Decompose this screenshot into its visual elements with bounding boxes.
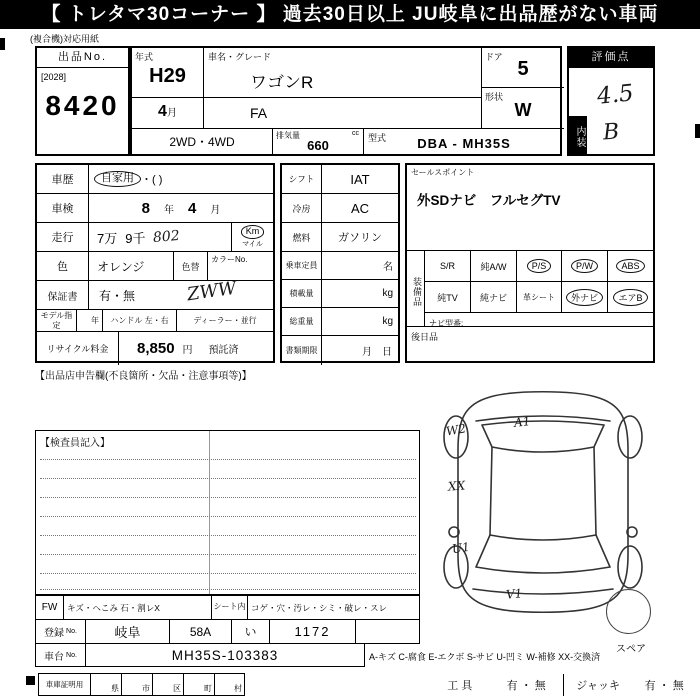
recycle-unit: 円 [182, 345, 193, 356]
weight-label: 総重量 [282, 308, 322, 335]
docs-row [282, 336, 398, 365]
weight-row [282, 308, 398, 336]
damage-legend: A-キズ C-腐食 E-エクボ S-サビ U-凹ミ W-補修 XX-交換済 [369, 652, 601, 662]
garage-cell-cho: 町 [184, 674, 215, 695]
ruled-line [40, 573, 416, 574]
mileage-handwritten: 802 [152, 227, 181, 247]
equip-alloy: 純A/W [480, 261, 507, 272]
garage-cell-ku: 区 [153, 674, 184, 695]
plate-class: 58A [170, 620, 232, 643]
year-cell [132, 48, 204, 128]
equip-leather: 革シート [523, 293, 555, 302]
divider [204, 97, 481, 98]
registration-label-cell [36, 620, 86, 643]
registration-row [35, 619, 420, 644]
recycle-label: リサイクル料金 [37, 332, 119, 365]
vehicle-header-table [130, 46, 562, 156]
equipment-label: 装備品 [407, 250, 425, 326]
model-code-value: DBA - MH35S [417, 136, 511, 151]
mileage-unit-cell [231, 223, 273, 251]
seat-value: コゲ・穴・汚レ・シミ・破レ・スレ [251, 602, 388, 613]
chassis-label-cell [36, 644, 86, 666]
recycle-value-cell [119, 332, 273, 365]
paper-note: (複合機)対応用紙 [30, 34, 99, 44]
sales-point-label: セールスポイント [411, 168, 475, 177]
car-name-value: ワゴンR [250, 73, 314, 92]
declaration-label: 【出品店申告欄(不良箇所・欠品・注意事項等)】 [35, 371, 252, 382]
damage-mark: U1 [451, 539, 471, 557]
tools-label: 工 具 [447, 680, 473, 692]
model-code-cell [364, 129, 564, 155]
car-diagram-area [418, 385, 668, 623]
spec-table [280, 163, 400, 363]
ac-label: 冷房 [282, 194, 322, 222]
first-reg-month: 4月 [158, 103, 177, 120]
registration-label: 登録 [44, 628, 65, 639]
score-box [567, 46, 655, 156]
handle-label: ハンドル 左・右 [103, 310, 177, 331]
history-value: 自家用 [94, 171, 141, 187]
recycle-row [37, 332, 273, 365]
empty-cell [356, 620, 419, 643]
color-no-cell [207, 252, 273, 280]
ruled-line [40, 589, 416, 590]
jack-label: ジャッキ [576, 680, 621, 692]
mileage-label: 走行 [37, 223, 89, 251]
docs-label: 書類期限 [282, 336, 322, 365]
print-mark [695, 124, 700, 138]
sales-point-value: 外SDナビ フルセグTV [417, 193, 561, 208]
chassis-label: 車台 [44, 651, 65, 663]
navi-model-label: ナビ型番: [429, 319, 464, 328]
damage-mark: W2 [444, 421, 468, 439]
plate-number: 1172 [270, 620, 356, 643]
interior-label: 内装 [569, 116, 587, 154]
inspector-notes-box [35, 430, 420, 595]
garage-cell-mura: 村 [234, 684, 242, 693]
fuel-value: ガソリン [338, 232, 382, 244]
mileage-unit2: マイル [242, 240, 263, 248]
damage-mark: XX [447, 478, 466, 494]
header-banner [0, 0, 700, 29]
plate-area: 岐阜 [86, 620, 170, 643]
auction-no-sub: [2028] [41, 72, 67, 82]
door-cell [482, 48, 564, 88]
model-spec-label: モデル指定 [37, 310, 77, 331]
door-value: 5 [517, 58, 529, 80]
equip-airbag: エアB [613, 289, 647, 306]
damage-mark: A1 [513, 414, 531, 430]
equip-tv: 純TV [437, 293, 458, 303]
color-value: オレンジ [97, 259, 145, 274]
fw-value: キズ・ヘこみ 石・割レX [64, 596, 212, 619]
chassis-row [35, 643, 365, 667]
weight-unit: kg [382, 316, 393, 327]
door-label: ドア [485, 52, 503, 62]
shift-value: IAT [350, 171, 370, 187]
shift-label: シフト [282, 165, 322, 193]
displacement-value: 660 [307, 138, 329, 153]
header-bottom-row [132, 128, 564, 154]
divider [132, 97, 203, 98]
docs-value: 月 日 [362, 347, 392, 358]
spare-tire-label: スペア [616, 644, 646, 655]
recycle-amount: 8,850 [137, 340, 175, 357]
color-no-label: カラーNo. [211, 255, 248, 264]
spare-tire-circle [606, 589, 651, 634]
equip-ps: P/S [527, 259, 552, 273]
inspector-notes-label: 【検査員記入】 [40, 438, 110, 449]
equipment-row-1 [425, 251, 653, 282]
shaken-label: 車検 [37, 194, 89, 222]
fuel-row [282, 223, 398, 252]
auction-no-box [35, 46, 130, 156]
warranty-row [37, 277, 273, 310]
ruled-line [40, 554, 416, 555]
equip-pw: P/W [571, 259, 598, 273]
mileage-man: 7万 [97, 230, 118, 246]
score-value: 4.5 [595, 80, 635, 110]
ruled-line [40, 535, 416, 536]
shift-row [282, 165, 398, 194]
shape-value: W [514, 100, 532, 120]
mileage-row [37, 223, 273, 252]
warranty-label: 保証書 [37, 281, 89, 309]
chassis-no-label: No. [66, 651, 77, 659]
capacity-label: 乗車定員 [282, 252, 322, 279]
later-items-label: 後日品 [411, 332, 439, 342]
tools-jack-row [430, 674, 696, 696]
ac-value: AC [350, 200, 370, 216]
warranty-handwritten: ZWW [185, 277, 238, 306]
condition-row [35, 595, 420, 620]
warranty-value: 有・無 [99, 288, 136, 303]
seat-label: シート内 [212, 596, 248, 619]
equipment-grid [425, 250, 653, 312]
history-row [37, 165, 273, 194]
score-label: 評価点 [569, 48, 653, 68]
mileage-value-cell [89, 223, 231, 251]
garage-cert-label: 車庫証明用 [39, 674, 91, 695]
shaken-value-cell [89, 194, 273, 222]
auction-no-value: 8420 [45, 90, 120, 121]
grade-value: FA [250, 105, 268, 121]
navi-model-row [425, 312, 653, 326]
equip-abs: ABS [616, 259, 644, 273]
garage-cell-shi: 市 [122, 674, 153, 695]
shaken-month: 4 [188, 199, 197, 217]
dealer-label: ディーラー・並行 [193, 316, 257, 325]
load-unit: kg [382, 288, 393, 299]
car-outline-diagram [418, 385, 668, 623]
fw-label: FW [36, 596, 64, 619]
equip-aftermarket-navi: 外ナビ [566, 289, 603, 306]
plate-kana: い [232, 620, 270, 643]
recycle-status: 預託済 [208, 345, 239, 356]
capacity-row [282, 252, 398, 280]
drive-type: 2WD・4WD [169, 135, 235, 149]
print-mark [0, 38, 5, 50]
jack-cell [563, 674, 696, 696]
model-code-label: 型式 [368, 133, 387, 143]
ruled-line [40, 478, 416, 479]
ruled-line [40, 516, 416, 517]
garage-cell-ken: 県 [91, 674, 122, 695]
color-label: 色 [37, 252, 89, 280]
equip-sr: S/R [439, 261, 455, 271]
tools-value: 有 ・ 無 [506, 680, 546, 692]
shape-cell [482, 88, 564, 128]
interior-grade-value: B [602, 119, 621, 146]
history-label: 車歴 [37, 165, 89, 193]
year-label: 年式 [135, 52, 154, 62]
shaken-row [37, 194, 273, 223]
banner-text: 【 トレタマ30コーナー 】 過去30日以上 JU岐阜に出品歴がない車両 [41, 4, 659, 25]
model-spec-row [37, 310, 273, 332]
damage-mark: V1 [505, 586, 523, 602]
history-rest: ・( ) [141, 174, 163, 186]
displacement-unit: cc [352, 130, 359, 137]
load-row [282, 280, 398, 308]
ruled-line [40, 459, 416, 460]
shape-label: 形状 [485, 92, 504, 102]
car-name-label: 車名・グレード [208, 52, 272, 62]
shaken-year-unit: 年 [164, 204, 174, 216]
jack-value: 有 ・ 無 [644, 680, 684, 692]
divider [209, 431, 210, 594]
mileage-unit: Km [241, 225, 265, 238]
auction-no-label: 出品No. [37, 48, 128, 68]
later-items-box [407, 326, 653, 361]
vehicle-detail-table [35, 163, 275, 363]
fuel-label: 燃料 [282, 223, 322, 251]
history-value-cell [89, 165, 162, 193]
model-year-label: 年 [77, 310, 103, 331]
color-change-label: 色替 [173, 252, 207, 280]
mileage-sen: 9千 [125, 230, 146, 246]
ruled-line [40, 497, 416, 498]
year-value: H29 [149, 65, 186, 87]
shaken-year: 8 [141, 199, 150, 217]
equip-navi: 純ナビ [479, 293, 507, 303]
displacement-label: 排気量 [276, 131, 300, 140]
ac-row [282, 194, 398, 223]
shaken-month-unit: 月 [210, 204, 221, 216]
sales-equipment-block [405, 163, 655, 363]
car-name-cell [204, 48, 482, 128]
print-mark [26, 676, 35, 685]
load-label: 積載量 [282, 280, 322, 307]
capacity-unit: 名 [383, 262, 393, 273]
chassis-value: MH35S-103383 [171, 647, 279, 663]
equipment-row-2 [425, 282, 653, 313]
tools-cell [430, 674, 563, 696]
garage-cert-box [38, 673, 245, 696]
displacement-cell [272, 129, 364, 155]
color-row [37, 252, 273, 281]
registration-no-label: No. [66, 628, 77, 635]
